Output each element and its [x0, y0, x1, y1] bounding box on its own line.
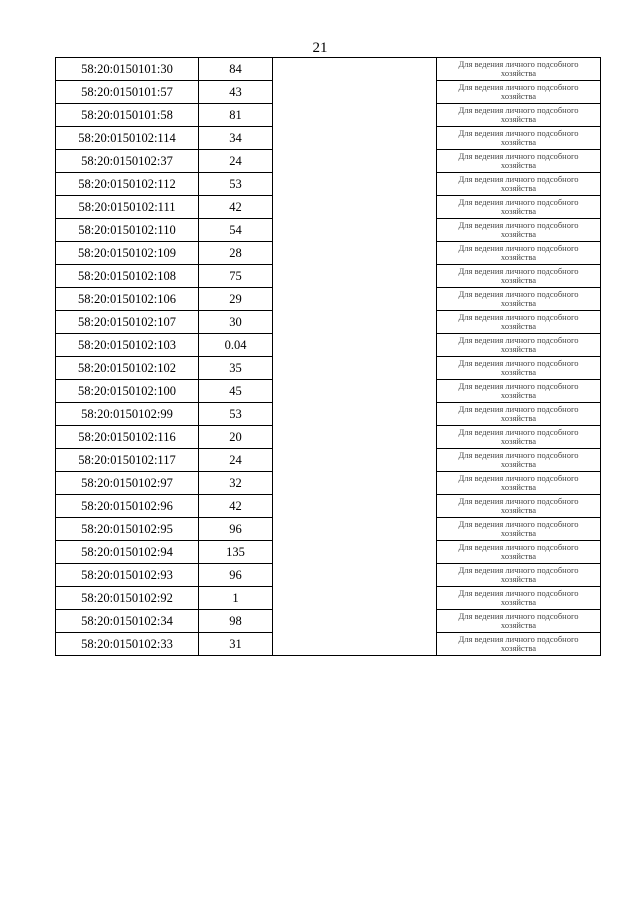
permitted-use-line1: Для ведения личного подсобного — [458, 289, 579, 299]
cadastral-number-cell: 58:20:0150102:114 — [56, 127, 199, 150]
cadastral-number-cell: 58:20:0150102:117 — [56, 449, 199, 472]
cadastral-number-cell: 58:20:0150102:99 — [56, 403, 199, 426]
permitted-use-cell — [437, 196, 601, 219]
permitted-use-line1: Для ведения личного подсобного — [458, 243, 579, 253]
cadastral-number-cell: 58:20:0150102:110 — [56, 219, 199, 242]
permitted-use-cell — [437, 518, 601, 541]
cadastral-number-cell: 58:20:0150102:111 — [56, 196, 199, 219]
permitted-use-cell — [437, 311, 601, 334]
area-cell: 53 — [199, 173, 273, 196]
area-cell: 98 — [199, 610, 273, 633]
cadastral-number-cell: 58:20:0150102:97 — [56, 472, 199, 495]
permitted-use-line1: Для ведения личного подсобного — [458, 105, 579, 115]
area-cell: 24 — [199, 150, 273, 173]
area-cell: 42 — [199, 196, 273, 219]
area-cell: 32 — [199, 472, 273, 495]
cadastral-number-cell: 58:20:0150102:100 — [56, 380, 199, 403]
permitted-use-line1: Для ведения личного подсобного — [458, 588, 579, 598]
permitted-use-cell — [437, 150, 601, 173]
cadastral-number-cell: 58:20:0150102:96 — [56, 495, 199, 518]
permitted-use-line2: хозяйства — [500, 68, 537, 78]
cadastral-number-cell: 58:20:0150101:30 — [56, 58, 199, 81]
permitted-use-line1: Для ведения личного подсобного — [458, 312, 579, 322]
permitted-use-cell — [437, 127, 601, 150]
permitted-use-line1: Для ведения личного подсобного — [458, 82, 579, 92]
cadastral-number-cell: 58:20:0150102:95 — [56, 518, 199, 541]
cadastral-number-cell: 58:20:0150102:33 — [56, 633, 199, 656]
area-cell: 81 — [199, 104, 273, 127]
permitted-use-line1: Для ведения личного подсобного — [458, 473, 579, 483]
permitted-use-cell — [437, 334, 601, 357]
area-cell: 24 — [199, 449, 273, 472]
area-cell: 30 — [199, 311, 273, 334]
permitted-use-cell — [437, 288, 601, 311]
permitted-use-line1: Для ведения личного подсобного — [458, 519, 579, 529]
permitted-use-cell — [437, 104, 601, 127]
permitted-use-line1: Для ведения личного подсобного — [458, 59, 579, 69]
area-cell: 29 — [199, 288, 273, 311]
area-cell: 43 — [199, 81, 273, 104]
permitted-use-cell — [437, 541, 601, 564]
permitted-use-line2: хозяйства — [500, 643, 537, 653]
permitted-use-line2: хозяйства — [500, 390, 537, 400]
area-cell: 20 — [199, 426, 273, 449]
permitted-use-line2: хозяйства — [500, 551, 537, 561]
permitted-use-cell — [437, 449, 601, 472]
permitted-use-line1: Для ведения личного подсобного — [458, 220, 579, 230]
permitted-use-line1: Для ведения личного подсобного — [458, 174, 579, 184]
area-cell: 53 — [199, 403, 273, 426]
area-cell: 84 — [199, 58, 273, 81]
permitted-use-line2: хозяйства — [500, 597, 537, 607]
permitted-use-cell — [437, 472, 601, 495]
permitted-use-cell — [437, 81, 601, 104]
area-cell: 54 — [199, 219, 273, 242]
cadastral-number-cell: 58:20:0150101:58 — [56, 104, 199, 127]
permitted-use-line1: Для ведения личного подсобного — [458, 151, 579, 161]
cadastral-number-cell: 58:20:0150102:92 — [56, 587, 199, 610]
permitted-use-line2: хозяйства — [500, 620, 537, 630]
area-cell: 0.04 — [199, 334, 273, 357]
cadastral-number-cell: 58:20:0150102:109 — [56, 242, 199, 265]
permitted-use-cell — [437, 380, 601, 403]
permitted-use-line1: Для ведения личного подсобного — [458, 450, 579, 460]
cadastral-number-cell: 58:20:0150102:108 — [56, 265, 199, 288]
permitted-use-line1: Для ведения личного подсобного — [458, 634, 579, 644]
cadastral-number-cell: 58:20:0150102:106 — [56, 288, 199, 311]
permitted-use-line1: Для ведения личного подсобного — [458, 266, 579, 276]
permitted-use-cell — [437, 403, 601, 426]
permitted-use-cell — [437, 357, 601, 380]
permitted-use-line2: хозяйства — [500, 505, 537, 515]
permitted-use-line2: хозяйства — [500, 183, 537, 193]
area-cell: 42 — [199, 495, 273, 518]
permitted-use-line2: хозяйства — [500, 91, 537, 101]
empty-merged-cell — [273, 58, 437, 656]
land-plots-table — [55, 57, 601, 656]
permitted-use-line2: хозяйства — [500, 206, 537, 216]
permitted-use-cell — [437, 265, 601, 288]
cadastral-number-cell: 58:20:0150102:107 — [56, 311, 199, 334]
permitted-use-line2: хозяйства — [500, 574, 537, 584]
area-cell: 96 — [199, 518, 273, 541]
permitted-use-line2: хозяйства — [500, 482, 537, 492]
permitted-use-line1: Для ведения личного подсобного — [458, 611, 579, 621]
area-cell: 135 — [199, 541, 273, 564]
cadastral-number-cell: 58:20:0150102:112 — [56, 173, 199, 196]
area-cell: 35 — [199, 357, 273, 380]
table-row — [56, 58, 601, 81]
land-plots-table-body — [56, 58, 601, 656]
permitted-use-line2: хозяйства — [500, 413, 537, 423]
permitted-use-line2: хозяйства — [500, 252, 537, 262]
permitted-use-line1: Для ведения личного подсобного — [458, 404, 579, 414]
permitted-use-line2: хозяйства — [500, 229, 537, 239]
permitted-use-line1: Для ведения личного подсобного — [458, 128, 579, 138]
area-cell: 1 — [199, 587, 273, 610]
cadastral-number-cell: 58:20:0150102:103 — [56, 334, 199, 357]
area-cell: 28 — [199, 242, 273, 265]
permitted-use-cell — [437, 219, 601, 242]
permitted-use-cell — [437, 173, 601, 196]
area-cell: 31 — [199, 633, 273, 656]
permitted-use-line1: Для ведения личного подсобного — [458, 427, 579, 437]
permitted-use-cell — [437, 242, 601, 265]
permitted-use-cell — [437, 426, 601, 449]
permitted-use-cell — [437, 587, 601, 610]
permitted-use-line2: хозяйства — [500, 459, 537, 469]
permitted-use-line2: хозяйства — [500, 298, 537, 308]
permitted-use-cell — [437, 610, 601, 633]
cadastral-number-cell: 58:20:0150102:37 — [56, 150, 199, 173]
permitted-use-line1: Для ведения личного подсобного — [458, 542, 579, 552]
permitted-use-line2: хозяйства — [500, 160, 537, 170]
permitted-use-line2: хозяйства — [500, 114, 537, 124]
area-cell: 75 — [199, 265, 273, 288]
permitted-use-line1: Для ведения личного подсобного — [458, 197, 579, 207]
cadastral-number-cell: 58:20:0150102:102 — [56, 357, 199, 380]
permitted-use-line1: Для ведения личного подсобного — [458, 496, 579, 506]
permitted-use-line1: Для ведения личного подсобного — [458, 565, 579, 575]
permitted-use-cell — [437, 58, 601, 81]
cadastral-number-cell: 58:20:0150102:116 — [56, 426, 199, 449]
permitted-use-line2: хозяйства — [500, 321, 537, 331]
permitted-use-line2: хозяйства — [500, 528, 537, 538]
permitted-use-cell — [437, 564, 601, 587]
permitted-use-line1: Для ведения личного подсобного — [458, 335, 579, 345]
permitted-use-line2: хозяйства — [500, 436, 537, 446]
permitted-use-line2: хозяйства — [500, 367, 537, 377]
permitted-use-cell — [437, 633, 601, 656]
permitted-use-line2: хозяйства — [500, 137, 537, 147]
permitted-use-cell — [437, 495, 601, 518]
cadastral-number-cell: 58:20:0150102:94 — [56, 541, 199, 564]
permitted-use-line2: хозяйства — [500, 344, 537, 354]
cadastral-number-cell: 58:20:0150101:57 — [56, 81, 199, 104]
page-number: 21 — [312, 40, 328, 56]
permitted-use-line1: Для ведения личного подсобного — [458, 381, 579, 391]
permitted-use-line1: Для ведения личного подсобного — [458, 358, 579, 368]
permitted-use-line2: хозяйства — [500, 275, 537, 285]
area-cell: 45 — [199, 380, 273, 403]
area-cell: 34 — [199, 127, 273, 150]
area-cell: 96 — [199, 564, 273, 587]
cadastral-number-cell: 58:20:0150102:93 — [56, 564, 199, 587]
cadastral-number-cell: 58:20:0150102:34 — [56, 610, 199, 633]
